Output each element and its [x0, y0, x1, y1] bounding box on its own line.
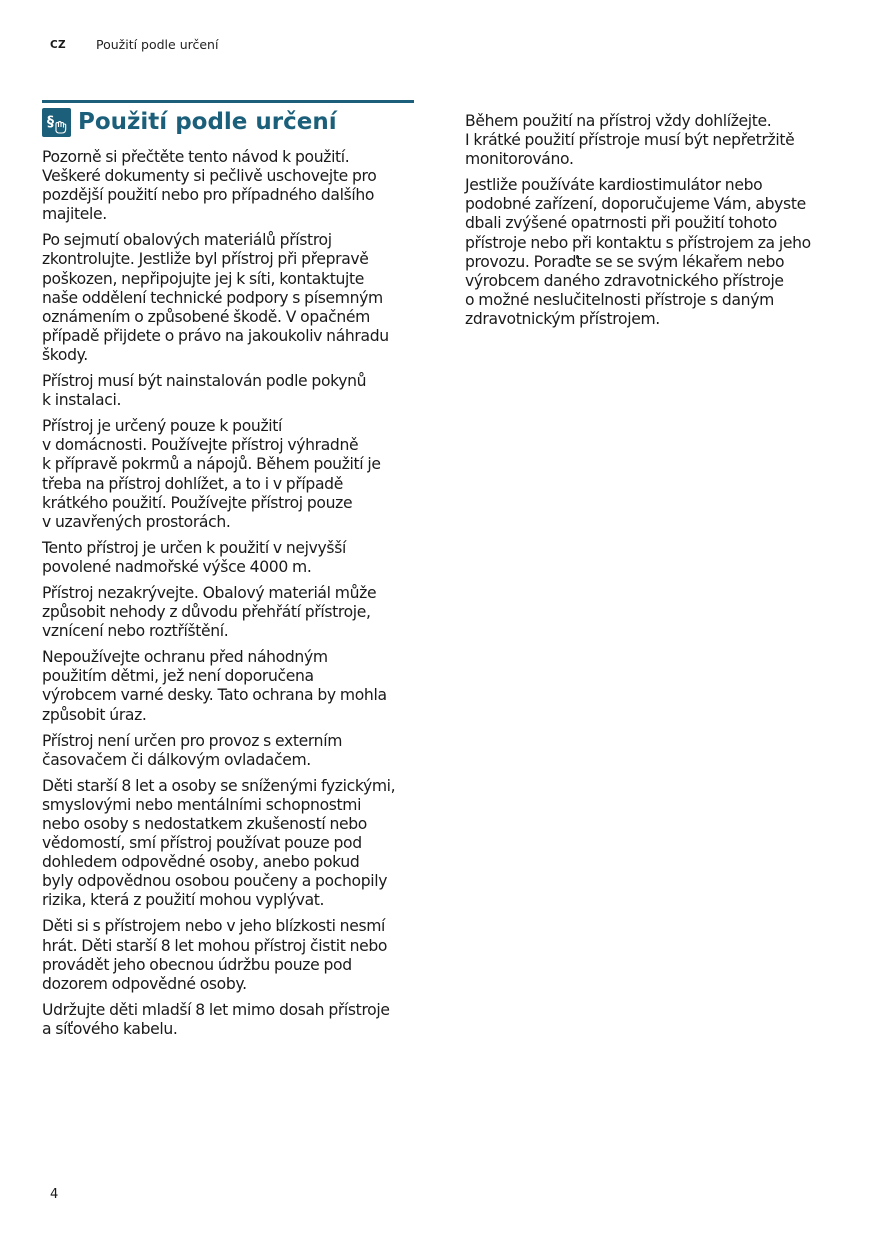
language-code: CZ [50, 39, 66, 51]
section-title: Použití podle určení [78, 109, 337, 135]
page-number: 4 [50, 1187, 59, 1202]
paragraph: Přístroj je určený pouze k použití v domácnosti. Používejte přístroj výhradně k přípravě pokrmů a nápojů. Během použití je třeba na přístroj dohlížet, a to i v případě krátkého použití. Používejte přístroj pouze v uzavřených prostorách. [42, 417, 381, 531]
paragraph: Po sejmutí obalových materiálů přístroj zkontrolujte. Jestliže byl přístroj při přepravě poškozen, nepřipojujte jej k síti, kontaktujte naše oddělení technické podpory s písemným oznámením o způsobené škodě. V opačném případě přijdete o právo na jakoukoliv náhradu škody. [42, 231, 389, 364]
paragraph: Přístroj není určen pro provoz s externím časovačem či dálkovým ovladačem. [42, 731, 343, 769]
right-column [465, 112, 840, 336]
paragraph: Pozorně si přečtěte tento návod k použití. Veškeré dokumenty si pečlivě uschovejte pro pozdější použití nebo pro případného dalšího majitele. [42, 148, 377, 224]
paragraph: Přístroj nezakrývejte. Obalový materiál může způsobit nehody z důvodu přehřátí přístroje, vznícení nebo roztříštění. [42, 583, 377, 641]
paragraph: Během použití na přístroj vždy dohlížejte. I krátké použití přístroje musí být nepřetržitě monitorováno. [465, 112, 795, 169]
svg-text:§: § [46, 113, 54, 130]
paragraph: Jestliže používáte kardiostimulátor nebo podobné zařízení, doporučujeme Vám, abyste dbali zvýšené opatrnosti při použití tohoto přístroje nebo při kontaktu s přístrojem za jeho provozu. Poraďte se se svým lékařem nebo výrobcem daného zdravotnického přístroje o možné neslučitelnosti přístroje s daným zdravotnickým přístrojem. [465, 176, 811, 328]
paragraph: Nepoužívejte ochranu před náhodným použitím dětmi, jež není doporučena výrobcem varné desky. Tato ochrana by mohla způsobit úraz. [42, 648, 387, 724]
left-column [42, 148, 414, 1046]
running-header-title: Použití podle určení [96, 37, 219, 52]
paragraph: Udržujte děti mladší 8 let mimo dosah přístroje a síťového kabelu. [42, 1000, 390, 1038]
paragraph: Přístroj musí být nainstalován podle pokynů k instalaci. [42, 372, 367, 410]
paragraph: Děti starší 8 let a osoby se sníženými fyzickými, smyslovými nebo mentálními schopnostmi nebo osoby s nedostatkem zkušeností nebo vědomostí, smí přístroj používat pouze pod dohledem odpovědné osoby, anebo pokud byly odpovědnou osobou poučeny a pochopily rizika, která z použití mohou vyplývat. [42, 776, 396, 910]
paragraph: Tento přístroj je určen k použití v nejvyšší povolené nadmořské výšce 4000 m. [42, 538, 346, 576]
law-section-hand-icon [42, 108, 71, 137]
section-heading [42, 100, 414, 139]
paragraph: Děti si s přístrojem nebo v jeho blízkosti nesmí hrát. Děti starší 8 let mohou přístroj čistit nebo provádět jeho obecnou údržbu pouze pod dozorem odpovědné osoby. [42, 917, 388, 993]
